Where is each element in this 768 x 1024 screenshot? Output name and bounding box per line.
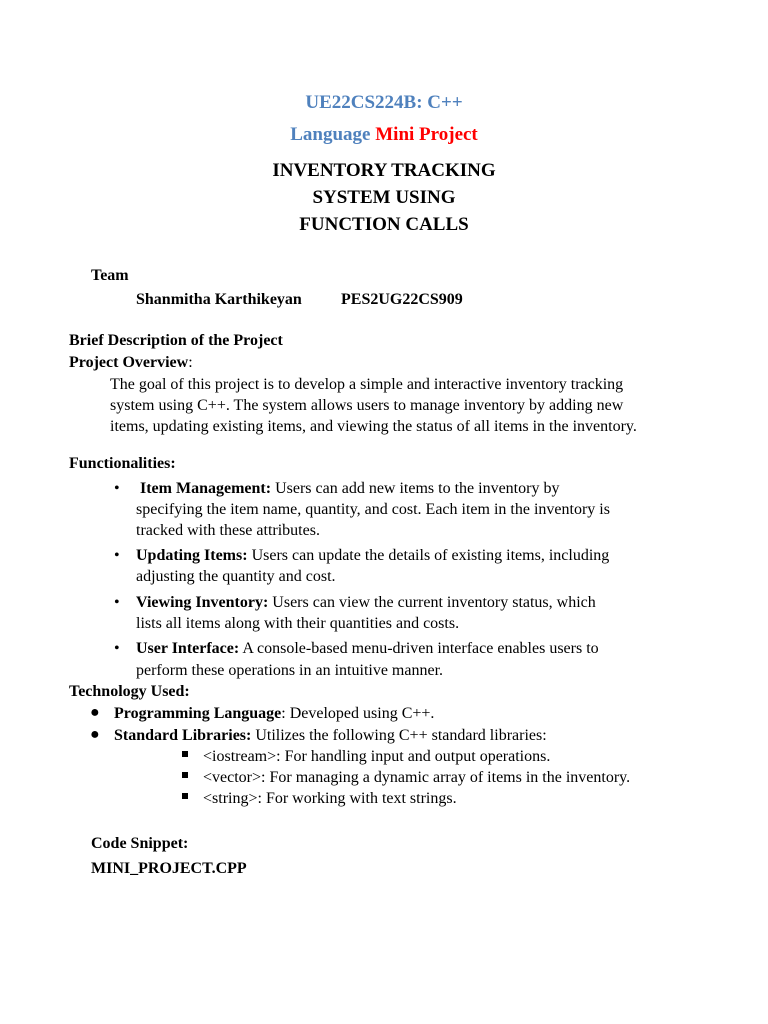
project-title-line-1: INVENTORY TRACKING	[272, 160, 496, 181]
functionality-item	[140, 479, 559, 499]
library-item: <iostream>: For handling input and output operations.	[203, 748, 551, 765]
team-member-srn: PES2UG22CS909	[341, 291, 463, 308]
mini-project-word: Mini Project	[375, 124, 478, 145]
bullet-icon: •	[114, 594, 120, 611]
language-word: Language	[290, 124, 371, 145]
project-overview-label: Project Overview	[69, 354, 189, 371]
functionality-label: User Interface:	[136, 640, 240, 657]
course-code: UE22CS224B: C++	[305, 92, 463, 113]
project-overview-colon: :	[188, 354, 193, 371]
team-label: Team	[91, 267, 129, 284]
functionality-item	[136, 639, 599, 659]
functionality-label: Item Management:	[140, 480, 272, 497]
overview-line: items, updating existing items, and viewing the status of all items in the inventory.	[110, 418, 637, 435]
project-title-line-3: FUNCTION CALLS	[299, 214, 469, 235]
functionality-label: Viewing Inventory:	[136, 594, 269, 611]
overview-line: system using C++. The system allows users to manage inventory by adding new	[110, 397, 624, 414]
square-bullet-icon	[182, 793, 188, 799]
bullet-icon: •	[114, 547, 120, 564]
library-item: <string>: For working with text strings.	[203, 790, 457, 807]
code-filename: MINI_PROJECT.CPP	[91, 860, 247, 877]
project-title-line-2: SYSTEM USING	[312, 187, 456, 208]
bullet-icon: •	[114, 480, 120, 497]
square-bullet-icon	[182, 751, 188, 757]
functionality-text: specifying the item name, quantity, and cost. Each item in the inventory is	[136, 501, 610, 518]
bullet-icon: •	[114, 640, 120, 657]
functionality-text: perform these operations in an intuitive manner.	[136, 662, 444, 679]
course-subtitle	[0, 124, 768, 146]
square-bullet-icon	[182, 772, 188, 778]
functionality-text: lists all items along with their quantities and costs.	[136, 615, 460, 632]
functionalities-heading: Functionalities:	[69, 455, 176, 472]
overview-line: The goal of this project is to develop a simple and interactive inventory tracking	[110, 376, 624, 393]
bullet-icon: ●	[90, 726, 100, 743]
technology-label: Programming Language	[114, 705, 282, 722]
functionality-text: Users can update the details of existing items, including	[251, 547, 610, 564]
code-snippet-heading: Code Snippet:	[91, 835, 189, 852]
bullet-icon: ●	[90, 704, 100, 721]
functionality-text: Users can add new items to the inventory by	[275, 480, 560, 497]
technology-text: Utilizes the following C++ standard libraries:	[251, 727, 547, 744]
functionality-item	[136, 593, 596, 613]
functionality-text: tracked with these attributes.	[136, 522, 320, 539]
technology-text: : Developed using C++.	[281, 705, 435, 722]
functionality-text: adjusting the quantity and cost.	[136, 568, 336, 585]
team-member-name: Shanmitha Karthikeyan	[136, 291, 302, 308]
project-overview-heading	[69, 353, 193, 373]
functionality-text: A console-based menu-driven interface enables users to	[242, 640, 599, 657]
functionality-item	[136, 546, 609, 566]
library-item: <vector>: For managing a dynamic array of items in the inventory.	[203, 769, 631, 786]
functionality-label: Updating Items:	[136, 547, 248, 564]
technology-item	[114, 704, 434, 724]
technology-heading: Technology Used:	[69, 683, 190, 700]
technology-item	[114, 726, 547, 746]
functionality-text: Users can view the current inventory status, which	[272, 594, 596, 611]
brief-description-heading: Brief Description of the Project	[69, 332, 283, 349]
technology-label: Standard Libraries:	[114, 727, 252, 744]
